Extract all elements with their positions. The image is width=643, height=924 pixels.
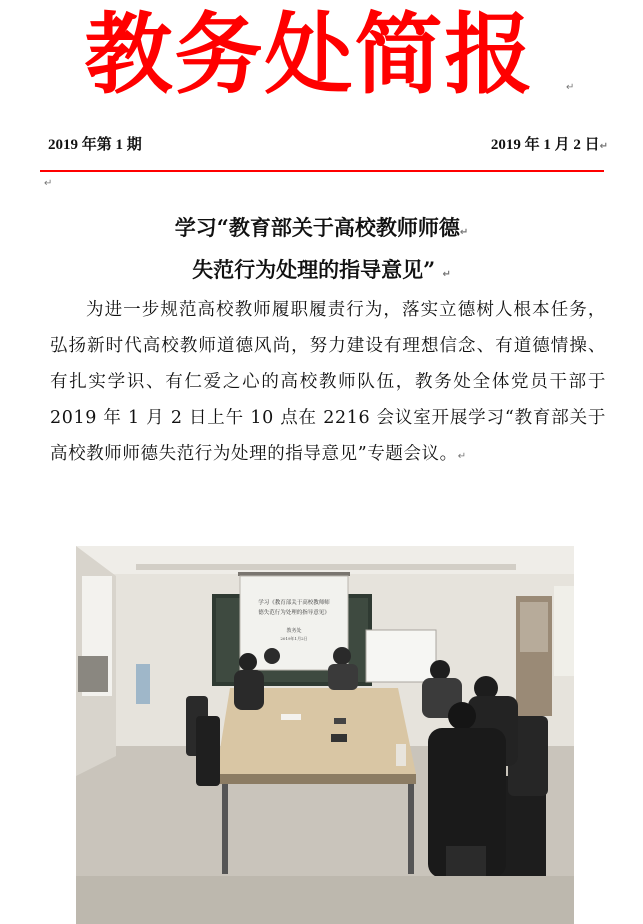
masthead-title: 教务处简报 <box>84 2 535 106</box>
screen-text-line-4: 2019年1月2日 <box>280 636 308 641</box>
meeting-photo <box>76 546 574 924</box>
header-divider <box>40 170 604 172</box>
article-title-line-1: 学习“教育部关于高校教师师德↵ <box>174 215 469 240</box>
article-title-line-2: 失范行为处理的指导意见” ↵ <box>192 257 451 282</box>
issue-number: 2019 年第 1 期 <box>48 137 142 153</box>
paragraph-mark: ↵ <box>44 178 53 189</box>
article-body[interactable]: 为进一步规范高校教师履职履责行为，落实立德树人根本任务，弘扬新时代高校教师道德风尚，努力建设有理想信念、有道德情操、有扎实学识、有仁爱之心的高校教师队伍，教务处全体党员干部于 2019 年 1 月 2 日上午 10 点在 2216 会议室开展学习“教育部关于高校教师师德失范行为处理的指导意见”专题会议。↵ <box>50 300 606 464</box>
issue-line <box>48 133 608 155</box>
masthead <box>0 4 643 114</box>
paragraph-mark: ↵ <box>457 451 467 462</box>
issue-date: 2019 年 1 月 2 日↵ <box>490 137 608 153</box>
screen-text-line-1: 学习《教育部关于高校教师师 <box>258 600 330 606</box>
screen-text-line-2: 德失范行为处理的指导意见》 <box>258 610 330 616</box>
paragraph-mark: ↵ <box>566 82 575 93</box>
screen-text-line-3: 教务处 <box>286 628 302 634</box>
